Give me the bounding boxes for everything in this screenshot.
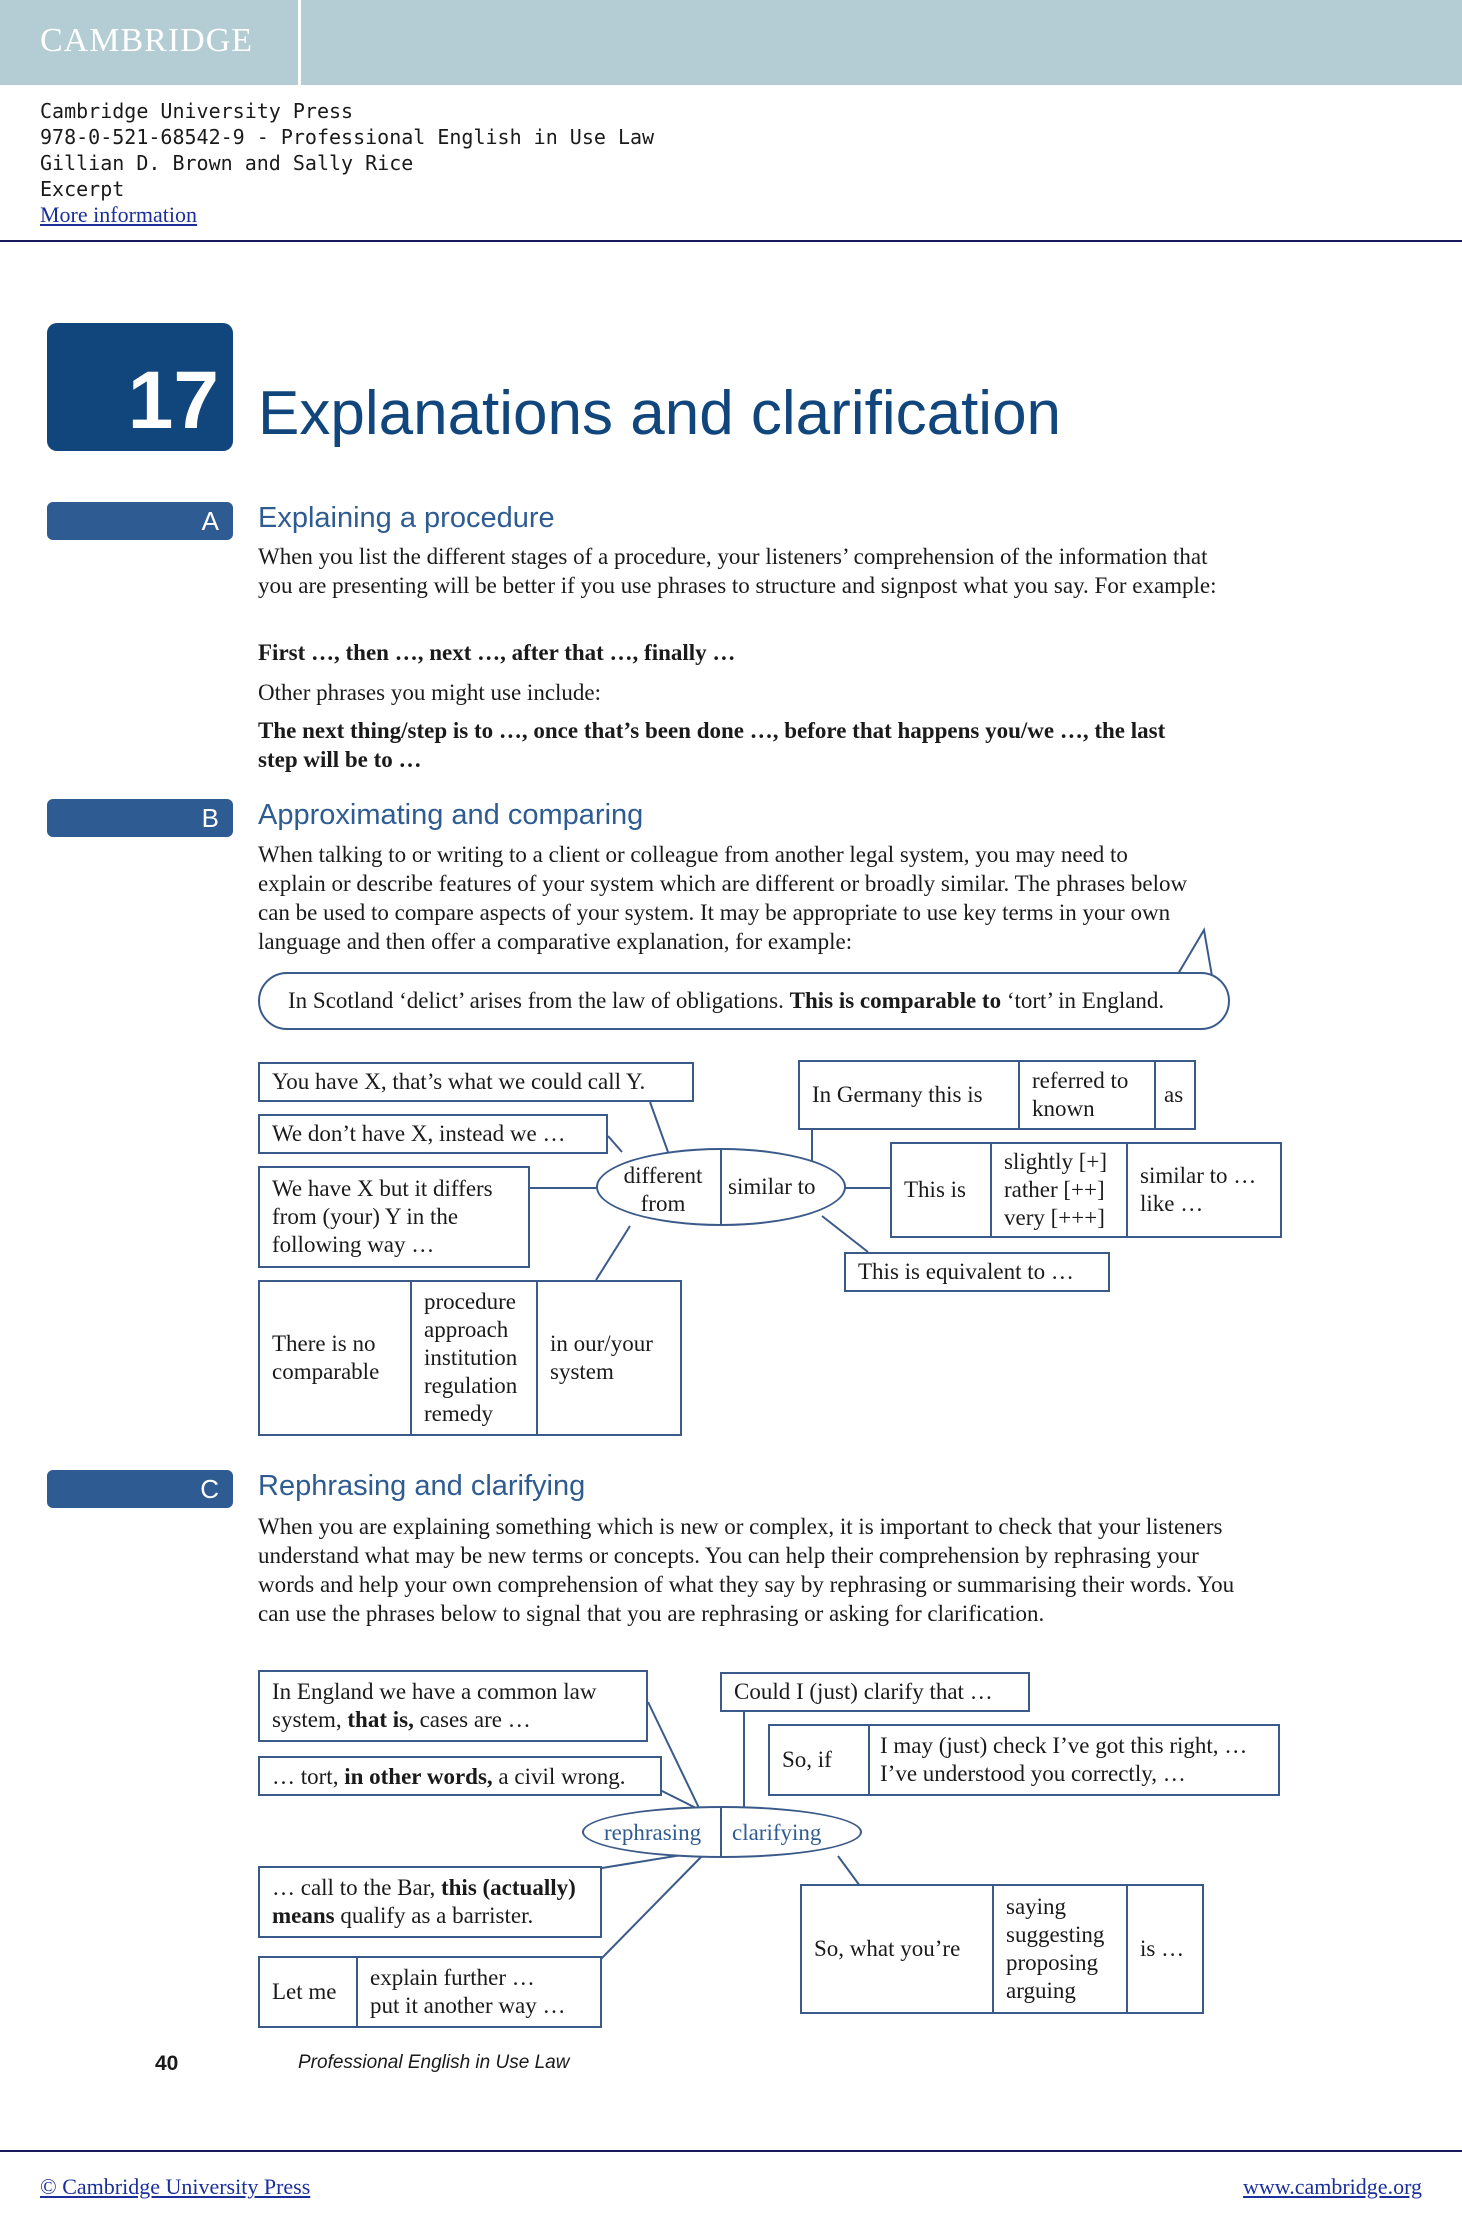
no-comparable-system: in our/your system xyxy=(536,1282,680,1434)
no-comparable-label: There is no comparable xyxy=(272,1331,380,1384)
so-what-label: So, what you’re xyxy=(814,1936,961,1961)
box-germany xyxy=(798,1060,1196,1130)
tort-text xyxy=(260,1758,660,1794)
section-c-bar xyxy=(47,1470,233,1508)
could-i-clarify-text: Could I (just) clarify that … xyxy=(734,1679,993,1704)
section-c-letter: C xyxy=(200,1474,219,1504)
box-we-have-x-but xyxy=(258,1166,530,1268)
book-title-footer: Professional English in Use Law xyxy=(298,2052,570,2073)
section-a-bar xyxy=(47,502,233,540)
section-c-heading: Rephrasing and clarifying xyxy=(258,1470,586,1502)
this-is-degrees: slightly [+] rather [++] very [+++] xyxy=(990,1144,1126,1236)
so-what-is: is … xyxy=(1126,1886,1202,2012)
oval-rephrasing-clarifying xyxy=(582,1806,862,1858)
section-b-heading: Approximating and comparing xyxy=(258,799,644,831)
header-divider xyxy=(298,0,301,85)
germany-this-is: In Germany this is xyxy=(812,1082,983,1107)
speech-text-pre: In Scotland ‘delict’ arises from the law of obligations. xyxy=(288,988,790,1013)
unit-number: 17 xyxy=(127,355,219,446)
box-tort-other-words xyxy=(258,1756,662,1796)
oval-similar-to: similar to xyxy=(728,1174,816,1199)
england-text-c: cases are … xyxy=(413,1707,531,1732)
publisher: Cambridge University Press xyxy=(40,99,354,123)
bar-text-a: … call to the Bar, xyxy=(272,1875,441,1900)
box-no-comparable xyxy=(258,1280,682,1436)
let-me-label: Let me xyxy=(272,1979,337,2004)
box-so-what-youre xyxy=(800,1884,1204,2014)
section-a-heading: Explaining a procedure xyxy=(258,502,555,534)
copyright-link[interactable]: © Cambridge University Press xyxy=(40,2174,311,2199)
this-is-similar-like: similar to … like … xyxy=(1126,1144,1280,1236)
tort-text-b: in other words, xyxy=(344,1764,493,1789)
speech-text-bold: This is comparable to xyxy=(789,988,1002,1013)
box-this-is xyxy=(890,1142,1282,1238)
website-link[interactable]: www.cambridge.org xyxy=(1242,2174,1422,2199)
germany-as: as xyxy=(1154,1062,1194,1128)
box-so-if xyxy=(768,1724,1280,1796)
bar-text xyxy=(260,1868,600,1936)
box-could-i-clarify xyxy=(720,1672,1030,1712)
oval-c-divider xyxy=(720,1808,722,1856)
box-we-dont-have-x-text: We don’t have X, instead we … xyxy=(272,1121,566,1146)
publication-info xyxy=(40,98,654,228)
isbn-title: 978-0-521-68542-9 - Professional English in Use Law xyxy=(40,125,655,149)
page-number: 40 xyxy=(155,2052,179,2075)
section-b-para: When talking to or writing to a client or colleague from another legal system, you may need to explain or describe features of your system which are different or broadly similar. The phrases below can be used to compare aspects of your system. It may be appropriate to use key terms in your own language and then offer a comparative explanation, for example: xyxy=(258,842,1188,954)
england-text-a: In England we have a common law system, xyxy=(272,1679,597,1732)
section-b-letter: B xyxy=(201,803,219,833)
section-a-para2: Other phrases you might use include: xyxy=(258,680,602,705)
unit-number-box xyxy=(47,323,233,451)
footer-rule xyxy=(0,2150,1462,2152)
tort-text-a: … tort, xyxy=(272,1764,345,1789)
so-if-label: So, if xyxy=(782,1747,832,1772)
section-a-letter: A xyxy=(201,506,219,536)
section-a-example2: The next thing/step is to …, once that’s been done …, before that happens you/we …, the last step will be to … xyxy=(258,718,1166,772)
bar-text-c: qualify as a barrister. xyxy=(334,1903,534,1928)
no-comparable-items: procedure approach institution regulation remedy xyxy=(410,1282,536,1434)
tort-text-c: a civil wrong. xyxy=(492,1764,626,1789)
section-a-example1: First …, then …, next …, after that …, finally … xyxy=(258,640,736,665)
section-c-para: When you are explaining something which is new or complex, it is important to check that your listeners understand what may be new terms or concepts. You can help their comprehension by rephrasing your words and help your own comprehension of what they say by rephrasing or summarising their words. You can use the phrases below to signal that you are rephrasing or asking for clarification. xyxy=(258,1514,1235,1626)
box-equivalent xyxy=(844,1252,1110,1292)
equivalent-text: This is equivalent to … xyxy=(858,1259,1074,1284)
box-we-have-x-but-text: We have X but it differs from (your) Y in the following way … xyxy=(272,1176,493,1257)
england-text xyxy=(260,1672,646,1740)
section-b-bar xyxy=(47,799,233,837)
cambridge-logo: CAMBRIDGE xyxy=(40,22,254,59)
section-a-para1: When you list the different stages of a procedure, your listeners’ comprehension of the information that you are presenting will be better if you use phrases to structure and signpost what you say. For example: xyxy=(258,544,1217,598)
box-we-dont-have-x xyxy=(258,1114,608,1154)
box-let-me xyxy=(258,1956,602,2028)
box-you-have-x xyxy=(258,1062,694,1102)
germany-referred-known: referred to known xyxy=(1018,1062,1154,1128)
let-me-options: explain further … put it another way … xyxy=(356,1958,600,2026)
box-call-to-bar xyxy=(258,1866,602,1938)
header-rule xyxy=(0,240,1462,242)
excerpt-label: Excerpt xyxy=(40,177,125,201)
unit-title: Explanations and clarification xyxy=(258,379,1062,448)
oval-rephrasing: rephrasing xyxy=(604,1820,702,1845)
bar-text-b: this (actually) means xyxy=(272,1875,576,1928)
england-text-b: that is, xyxy=(347,1707,414,1732)
box-you-have-x-text: You have X, that’s what we could call Y. xyxy=(272,1069,646,1094)
oval-clarifying: clarifying xyxy=(732,1820,822,1845)
example-speech-bubble xyxy=(258,972,1230,1030)
so-if-options: I may (just) check I’ve got this right, … I’ve understood you correctly, … xyxy=(868,1726,1278,1794)
authors: Gillian D. Brown and Sally Rice xyxy=(40,151,414,175)
oval-different-similar xyxy=(596,1148,846,1226)
oval-divider xyxy=(720,1150,722,1224)
speech-text-post: ‘tort’ in England. xyxy=(1001,988,1165,1013)
box-england-common-law xyxy=(258,1670,648,1742)
top-band xyxy=(0,0,1462,85)
so-what-verbs: saying suggesting proposing arguing xyxy=(992,1886,1126,2012)
more-information-link[interactable]: More information xyxy=(40,202,198,227)
oval-different-from: different from xyxy=(623,1163,703,1216)
this-is-label: This is xyxy=(904,1177,966,1202)
